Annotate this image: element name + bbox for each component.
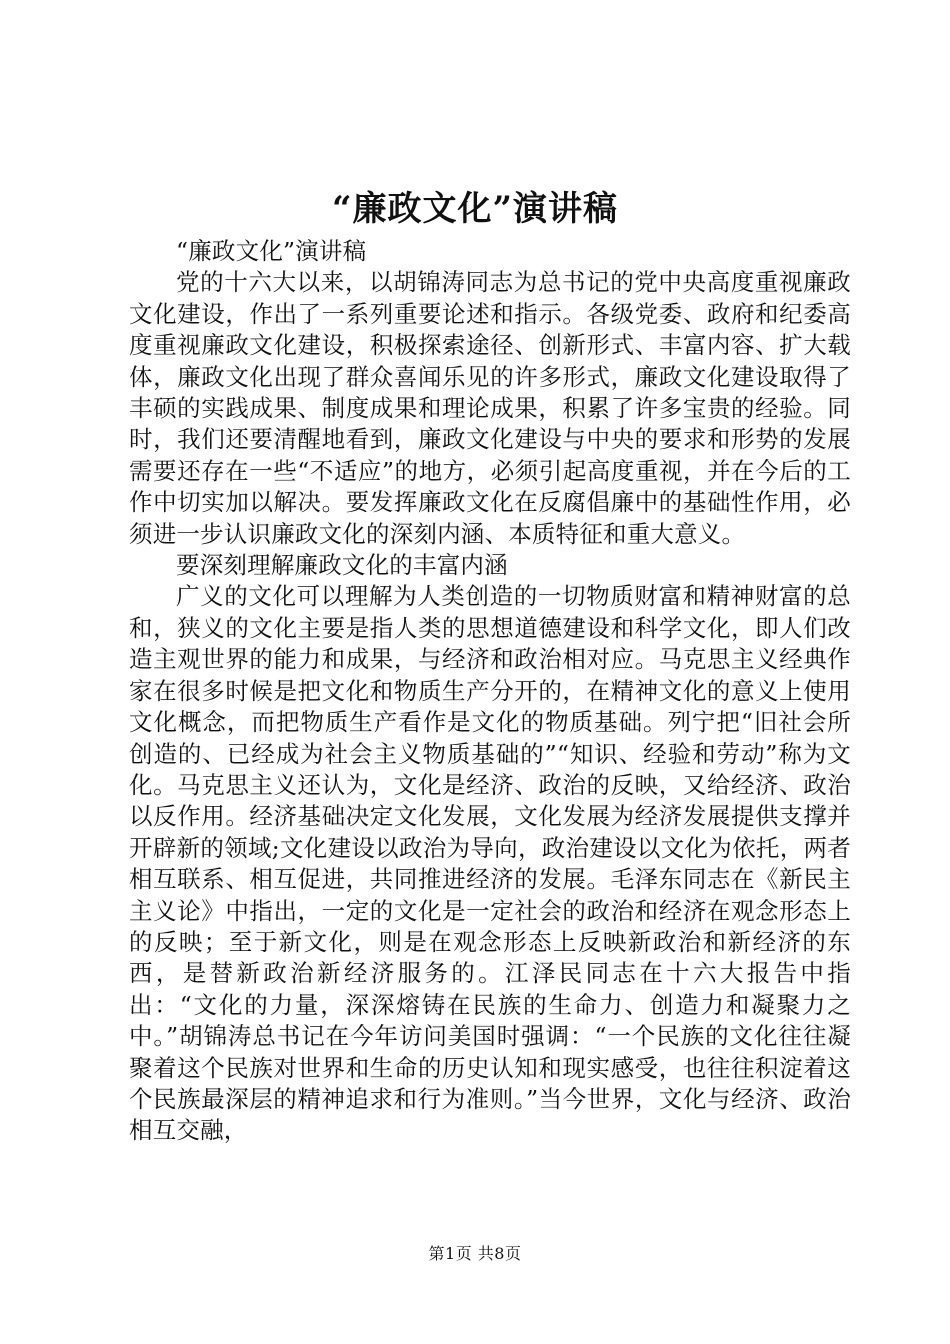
document-title: “廉政文化”演讲稿 bbox=[331, 189, 619, 229]
paragraph-culture-definition: 广义的文化可以理解为人类创造的一切物质财富和精神财富的总和，狭义的文化主要是指人类的思想道德建设和科学文化，即人们改造主观世界的能力和成果，与经济和政治相对应。马克思主义经典作家在很多时候是把文化和物质生产分开的，在精神文化的意义上使用文化概念，而把物质生产看作是文化的物质基础。列宁把“旧社会所创造的、已经成为社会主义物质基础的”“知识、经验和劳动”称为文化。马克思主义还认为，文化是经济、政治的反映，又给经济、政治以反作用。经济基础决定文化发展，文化发展为经济发展提供支撑并开辟新的领域;文化建设以政治为导向，政治建设以文化为依托，两者相互联系、相互促进，共同推进经济的发展。毛泽东同志在《新民主主义论》中指出，一定的文化是一定社会的政治和经济在观念形态上的反映；至于新文化，则是在观念形态上反映新政治和新经济的东西，是替新政治新经济服务的。江泽民同志在十六大报告中指出：“文化的力量，深深熔铸在民族的生命力、创造力和凝聚力之中。”胡锦涛总书记在今年访问美国时强调：“一个民族的文化往往凝聚着这个民族对世界和生命的历史认知和现实感受，也往往积淀着这个民族最深层的精神追求和行为准则。”当今世界，文化与经济、政治相互交融， bbox=[129, 582, 851, 1145]
document-body bbox=[129, 236, 851, 1147]
paragraph-intro: 党的十六大以来，以胡锦涛同志为总书记的党中央高度重视廉政文化建设，作出了一系列重要论述和指示。各级党委、政府和纪委高度重视廉政文化建设，积极探索途径、创新形式、丰富内容、扩大载体，廉政文化出现了群众喜闻乐见的许多形式，廉政文化建设取得了丰硕的实践成果、制度成果和理论成果，积累了许多宝贵的经验。同时，我们还要清醒地看到，廉政文化建设与中央的要求和形势的发展需要还存在一些“不适应”的地方，必须引起高度重视，并在今后的工作中切实加以解决。要发挥廉政文化在反腐倡廉中的基础性作用，必须进一步认识廉政文化的深刻内涵、本质特征和重大意义。 bbox=[129, 268, 851, 548]
page-number-footer: 第1页 共8页 bbox=[428, 1244, 522, 1263]
section-heading: 要深刻理解廉政文化的丰富内涵 bbox=[176, 551, 508, 580]
paragraph-subtitle: “廉政文化”演讲稿 bbox=[176, 237, 367, 265]
